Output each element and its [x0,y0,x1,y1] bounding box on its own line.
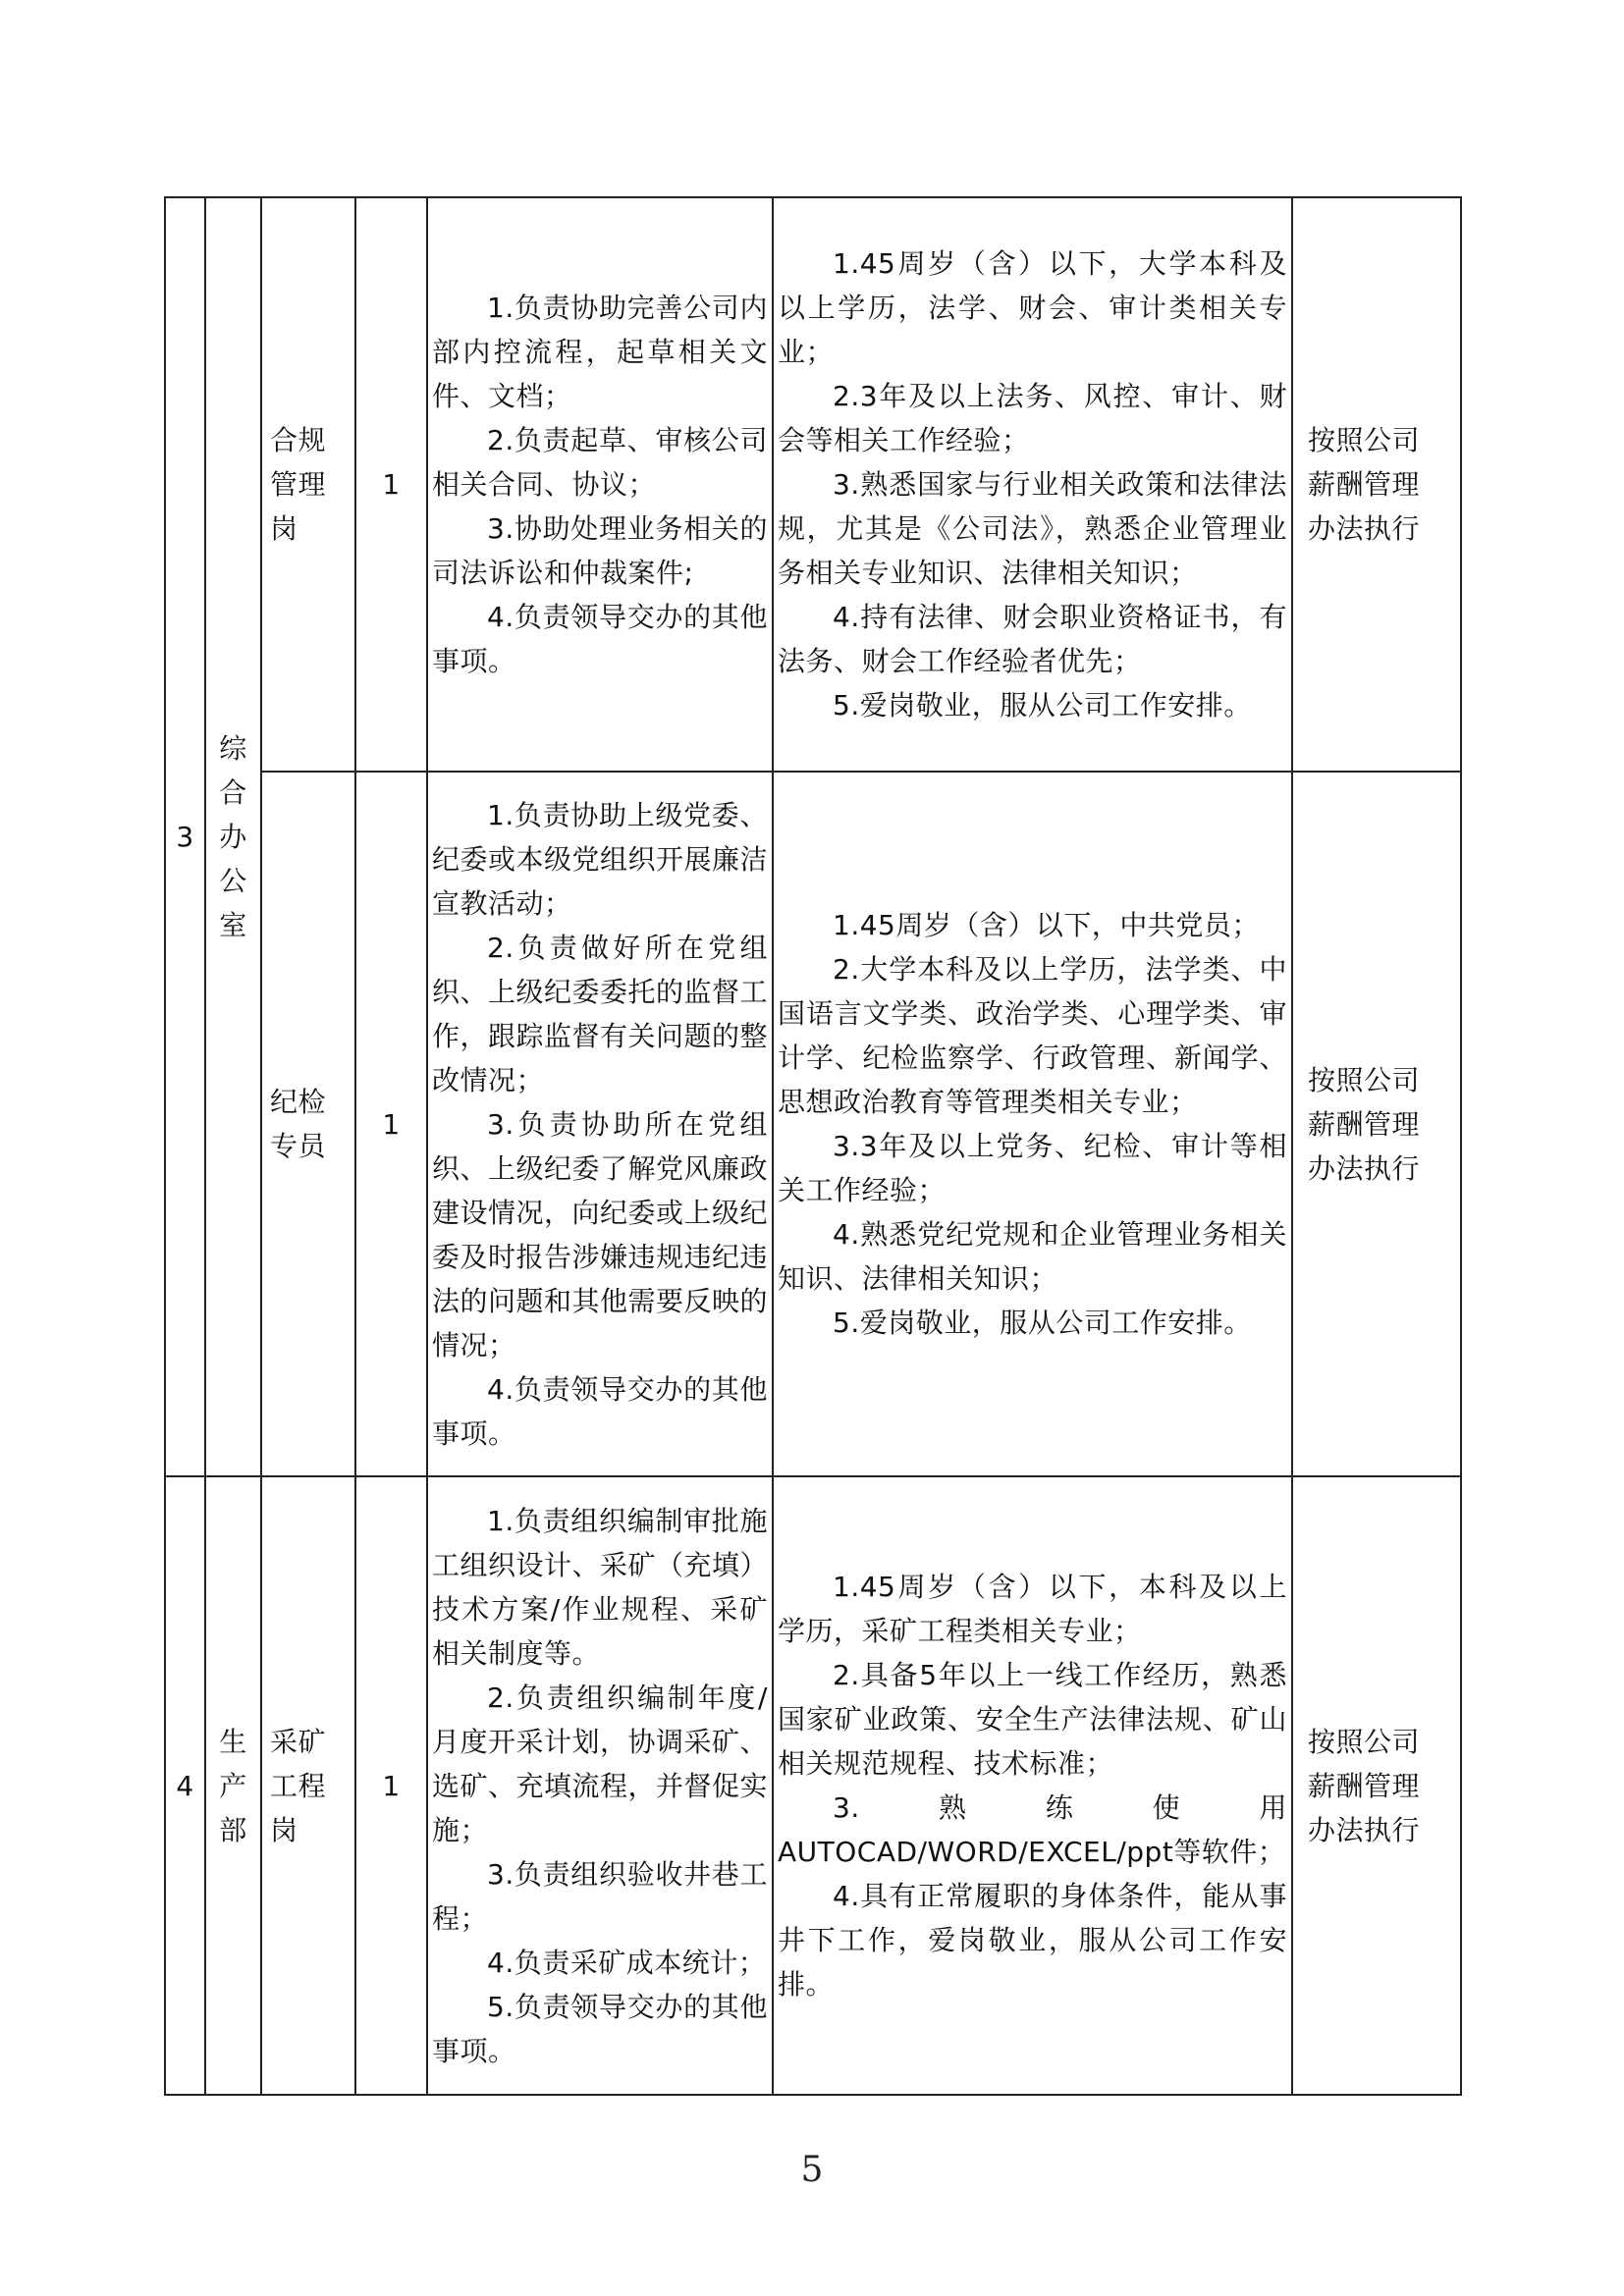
duty-item: 4.负责领导交办的其他事项。 [432,1372,768,1450]
requirement-item: 4.具有正常履职的身体条件，能从事井下工作，爱岗敬业，服从公司工作安排。 [778,1880,1287,2001]
requirement-item: 3.3年及以上党务、纪检、审计等相关工作经验； [778,1130,1287,1206]
duties-cell [427,1476,773,2095]
duty-item: 3.协助处理业务相关的司法诉讼和仲裁案件; [432,512,768,589]
headcount-cell [355,772,427,1476]
post-name: 合规管理岗 [270,424,327,545]
department-cell [205,1476,261,2095]
requirements-cell [773,197,1292,772]
pay-cell [1292,1476,1461,2095]
post-name: 纪检专员 [270,1086,327,1162]
requirement-item: 2.具备5年以上一线工作经历，熟悉国家矿业政策、安全生产法律法规、矿山相关规范规程、技术标准； [778,1659,1287,1780]
headcount-cell [355,1476,427,2095]
requirement-item: 5.爱岗敬业，服从公司工作安排。 [833,689,1252,721]
department-name: 综合办公室 [219,732,247,941]
duty-item: 3.负责组织验收井巷工程； [432,1857,768,1935]
row-number: 4 [176,1769,194,1802]
duty-item: 3.负责协助所在党组织、上级纪委了解党风廉政建设情况，向纪委或上级纪委及时报告涉嫌违规违纪违法的问题和其他需要反映的情况； [432,1107,769,1362]
post-name: 采矿工程岗 [270,1725,327,1846]
requirement-item: 5.爱岗敬业，服从公司工作安排。 [833,1307,1252,1339]
requirements-cell [773,1476,1292,2095]
pay-method: 按照公司薪酬管理办法执行 [1308,1725,1421,1846]
pay-method: 按照公司薪酬管理办法执行 [1308,424,1421,545]
duty-item: 5.负责领导交办的其他事项。 [432,1990,768,2067]
row-number-cell [165,1476,205,2095]
requirement-item: 2.大学本科及以上学历，法学类、中国语言文学类、政治学类、心理学类、审计学、纪检监察学、行政管理、新闻学、思想政治教育等管理类相关专业； [778,953,1287,1118]
page-number: 5 [800,2150,824,2190]
duty-item: 1.负责协助上级党委、纪委或本级党组织开展廉洁宣教活动； [432,798,769,920]
pay-cell [1292,772,1461,1476]
duty-item: 1.负责协助完善公司内部内控流程，起草相关文件、文档； [432,292,768,412]
headcount: 1 [382,1107,401,1141]
duty-item: 4.负责采矿成本统计； [487,1946,767,1979]
duty-item: 2.负责组织编制年度/月度开采计划，协调采矿、选矿、充填流程，并督促实施； [432,1681,769,1846]
duty-item: 1.负责组织编制审批施工组织设计、采矿（充填）技术方案/作业规程、采矿相关制度等。 [432,1504,769,1670]
headcount-cell [355,197,427,772]
table-row [165,197,1461,772]
recruitment-table [164,196,1462,2096]
post-cell [261,1476,355,2095]
row-number-cell [165,197,205,1476]
requirement-item: 3.熟练使用AUTOCAD/WORD/EXCEL/ppt等软件； [778,1791,1287,1868]
duty-item: 2.负责起草、审核公司相关合同、协议； [432,424,768,501]
table-row [165,1476,1461,2095]
pay-cell [1292,197,1461,772]
post-cell [261,772,355,1476]
row-number: 3 [176,821,194,853]
headcount: 1 [382,1769,401,1802]
requirement-item: 4.持有法律、财会职业资格证书，有法务、财会工作经验者优先； [778,601,1287,677]
requirement-item: 1.45周岁（含）以下，大学本科及以上学历，法学、财会、审计类相关专业； [778,247,1287,368]
table-row [165,772,1461,1476]
pay-method: 按照公司薪酬管理办法执行 [1308,1063,1421,1185]
post-cell [261,197,355,772]
duties-cell [427,772,773,1476]
requirement-item: 3.熟悉国家与行业相关政策和法律法规，尤其是《公司法》，熟悉企业管理业务相关专业知识、法律相关知识； [778,468,1287,589]
headcount: 1 [382,468,401,501]
department-cell [205,197,261,1476]
duties-cell [427,197,773,772]
requirement-item: 4.熟悉党纪党规和企业管理业务相关知识、法律相关知识； [778,1218,1287,1295]
requirement-item: 2.3年及以上法务、风控、审计、财会等相关工作经验； [778,380,1287,456]
requirements-cell [773,772,1292,1476]
duty-item: 4.负责领导交办的其他事项。 [432,601,768,677]
requirement-item: 1.45周岁（含）以下，本科及以上学历，采矿工程类相关专业； [778,1571,1287,1647]
department-name: 生产部 [219,1725,247,1846]
duty-item: 2.负责做好所在党组织、上级纪委委托的监督工作，跟踪监督有关问题的整改情况； [432,931,769,1096]
requirement-item: 1.45周岁（含）以下，中共党员； [833,909,1260,941]
